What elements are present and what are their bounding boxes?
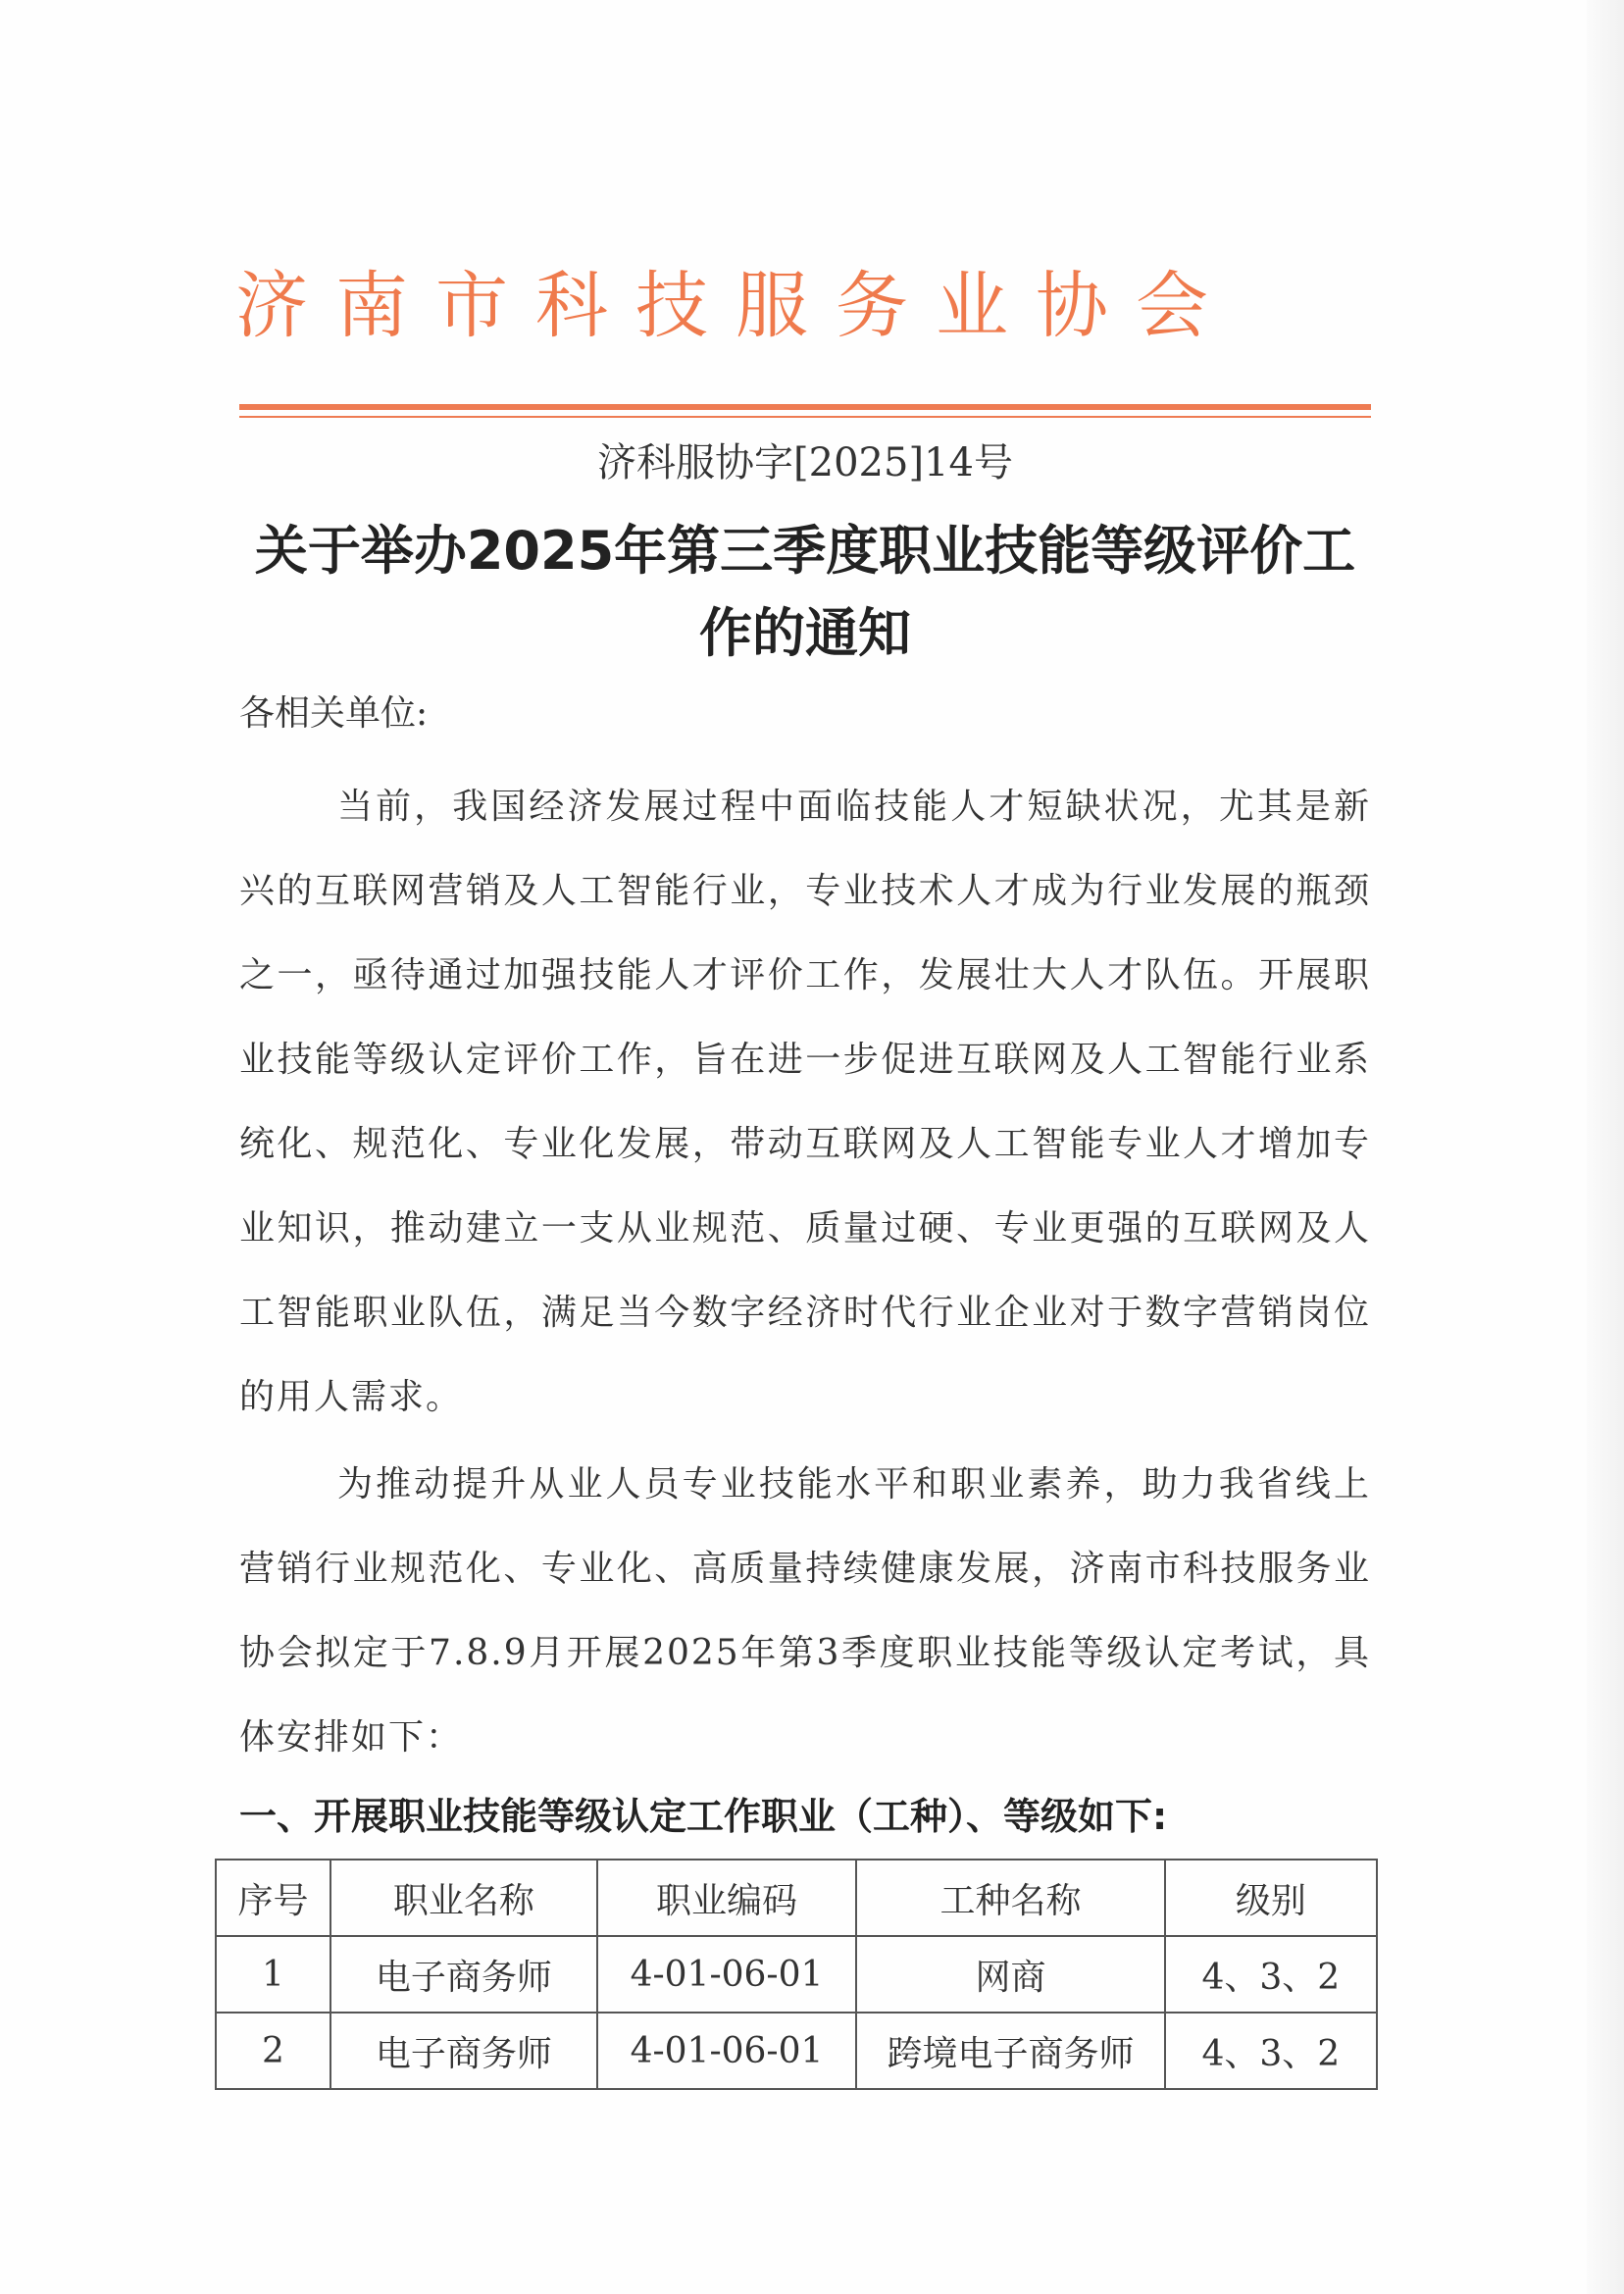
occupation-table — [215, 1859, 1378, 2090]
table-header-cell: 级别 — [1165, 1860, 1377, 1936]
table-cell: 4-01-06-01 — [597, 2013, 856, 2089]
table-cell: 4-01-06-01 — [597, 1936, 856, 2013]
table-cell: 网商 — [856, 1936, 1165, 2013]
table-header-row — [216, 1860, 1377, 1936]
document-title-line-2: 作的通知 — [699, 602, 911, 664]
table-header-cell: 工种名称 — [856, 1860, 1165, 1936]
table-header-cell: 职业名称 — [330, 1860, 597, 1936]
table-cell: 电子商务师 — [330, 1936, 597, 2013]
table-cell: 电子商务师 — [330, 2013, 597, 2089]
document-title-line-1: 关于举办2025年第三季度职业技能等级评价工 — [254, 520, 1356, 582]
table-cell: 4、3、2 — [1165, 2013, 1377, 2089]
table-header-cell: 序号 — [216, 1860, 330, 1936]
letterhead-rule-thin — [239, 416, 1371, 418]
salutation: 各相关单位: — [239, 693, 429, 734]
table-header-cell: 职业编码 — [597, 1860, 856, 1936]
letterhead-organization: 济南市科技服务业协会 — [235, 264, 1236, 348]
table-cell: 1 — [216, 1936, 330, 2013]
table-cell: 跨境电子商务师 — [856, 2013, 1165, 2089]
document-number: 济科服协字[2025]14号 — [597, 440, 1013, 485]
letterhead-rule — [239, 404, 1371, 410]
body-paragraph-2: 为推动提升从业人员专业技能水平和职业素养，助力我省线上营销行业规范化、专业化、高质量持续健康发展，济南市科技服务业协会拟定于7.8.9月开展2025年第3季度职业技能等级认定考试，具体安排如下： — [239, 1464, 1371, 1758]
scan-edge-shadow — [1587, 0, 1624, 2294]
body-paragraph-1: 当前，我国经济发展过程中面临技能人才短缺状况，尤其是新兴的互联网营销及人工智能行业，专业技术人才成为行业发展的瓶颈之一，亟待通过加强技能人才评价工作，发展壮大人才队伍。开展职业技能等级认定评价工作，旨在进一步促进互联网及人工智能行业系统化、规范化、专业化发展，带动互联网及人工智能专业人才增加专业知识，推动建立一支从业规范、质量过硬、专业更强的互联网及人工智能职业队伍，满足当今数字经济时代行业企业对于数字营销岗位的用人需求。 — [239, 787, 1371, 1417]
section-heading-1: 一、开展职业技能等级认定工作职业（工种）、等级如下: — [239, 1795, 1168, 1838]
table-cell: 4、3、2 — [1165, 1936, 1377, 2013]
document-title — [239, 510, 1371, 675]
table-row — [216, 2013, 1377, 2089]
table-row — [216, 1936, 1377, 2013]
table-cell: 2 — [216, 2013, 330, 2089]
